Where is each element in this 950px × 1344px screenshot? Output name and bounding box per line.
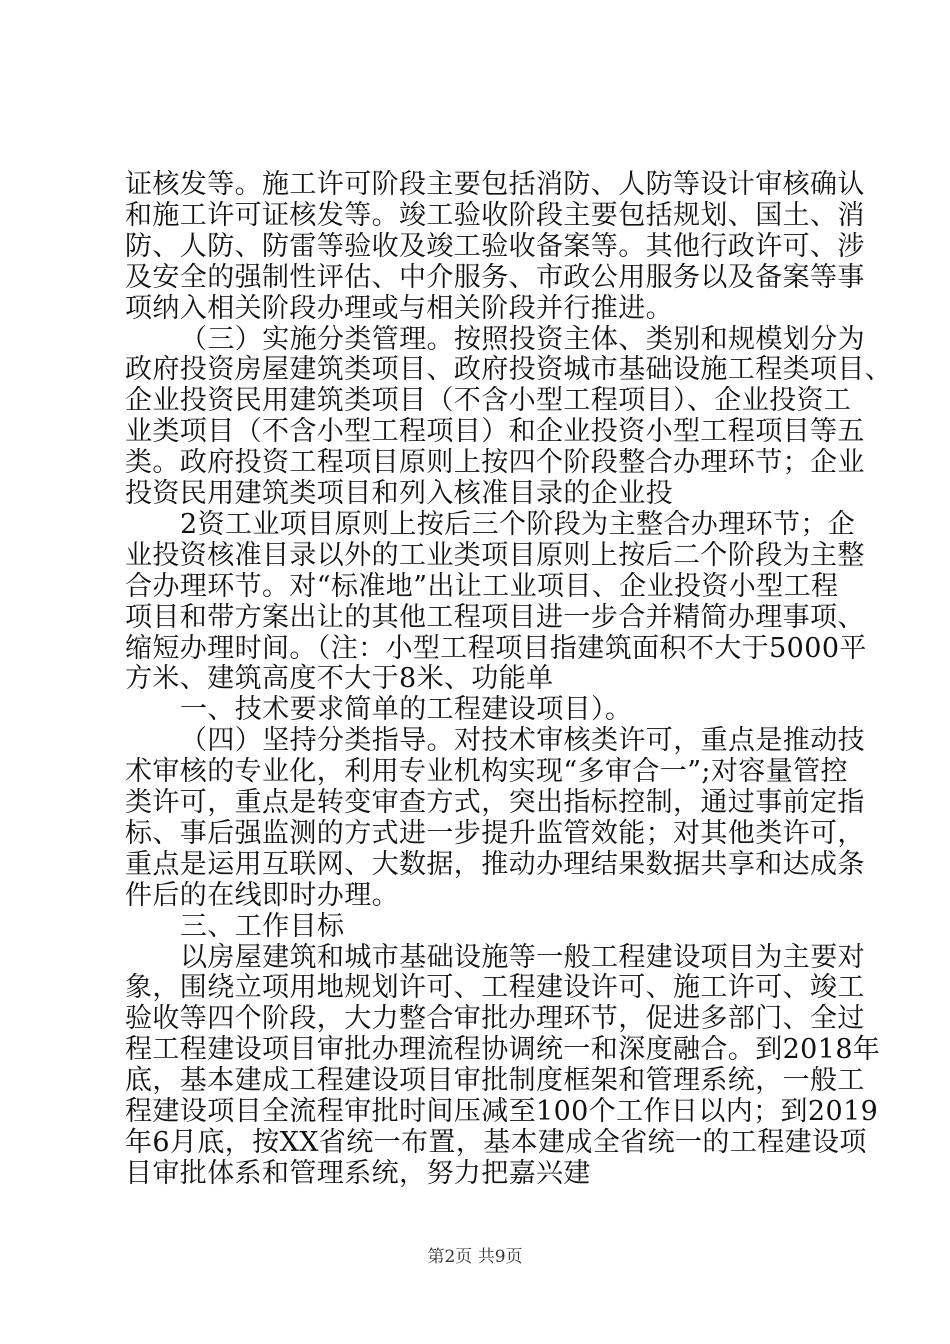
paragraph-line: 件后的在线即时办理。 [125,879,399,911]
paragraph-line: 合办理环节。对“标准地”出让工业项目、企业投资小型工程 [125,570,839,602]
paragraph-line: 底，基本建成工程建设项目审批制度框架和管理系统，一般工 [125,1065,865,1097]
paragraph-line: 验收等四个阶段，大力整合审批办理环节，促进多部门、全过 [125,1003,865,1035]
paragraph-line: 术审核的专业化，利用专业机构实现“多审合一”;对容量管控 [125,756,848,788]
paragraph-line: 象，围绕立项用地规划许可、工程建设许可、施工许可、竣工 [125,972,865,1004]
paragraph-line: 证核发等。施工许可阶段主要包括消防、人防等设计审核确认 [125,169,865,200]
page-number-footer: 第2页 共9页 [427,1247,523,1267]
paragraph-line: 目审批体系和管理系统，努力把嘉兴建 [125,1157,591,1189]
paragraph-line: 及安全的强制性评估、中介服务、市政公用服务以及备案等事 [125,261,865,293]
paragraph-line: 2资工业项目原则上按后三个阶段为主整合办理环节；企 [180,508,856,540]
paragraph-line: 和施工许可证核发等。竣工验收阶段主要包括规划、国土、消 [125,199,865,231]
section-title: 三、工作目标 [180,910,345,942]
paragraph-line: 项目和带方案出让的其他工程项目进一步合并精简办理事项、 [125,601,865,633]
paragraph-line: 年6月底，按XX省统一布置，基本建成全省统一的工程建设项 [125,1126,867,1158]
paragraph-line: 业类项目（不含小型工程项目）和企业投资小型工程项目等五 [125,416,865,448]
paragraph-line: 标、事后强监测的方式进一步提升监管效能；对其他类许可， [125,817,865,849]
paragraph-line: 缩短办理时间。（注：小型工程项目指建筑面积不大于5000平 [125,632,867,664]
paragraph-line: 业投资核准目录以外的工业类项目原则上按后二个阶段为主整 [125,539,865,571]
paragraph-line: 防、人防、防雷等验收及竣工验收备案等。其他行政许可、涉 [125,230,865,262]
paragraph-line: 投资民用建筑类项目和列入核准目录的企业投 [125,478,673,509]
section-heading-line: （四）坚持分类指导。对技术审核类许可，重点是推动技 [180,725,865,757]
paragraph-line: 重点是运用互联网、大数据，推动办理结果数据共享和达成条 [125,848,865,880]
paragraph-line: 程建设项目全流程审批时间压减至100个工作日以内；到2019 [125,1096,879,1127]
paragraph-line: 方米、建筑高度不大于8米、功能单 [125,663,554,695]
paragraph-line: 以房屋建筑和城市基础设施等一般工程建设项目为主要对 [180,941,865,973]
paragraph-line: 政府投资房屋建筑类项目、政府投资城市基础设施工程类项目、 [125,354,893,386]
paragraph-line: 项纳入相关阶段办理或与相关阶段并行推进。 [125,292,673,324]
paragraph-line: 企业投资民用建筑类项目（不含小型工程项目）、企业投资工 [125,385,852,417]
paragraph-line: 类许可，重点是转变审查方式，突出指标控制，通过事前定指 [125,787,865,818]
paragraph-line: 程工程建设项目审批办理流程协调统一和深度融合。到2018年 [125,1034,881,1066]
paragraph-line: 一、技术要求简单的工程建设项目）。 [180,694,633,726]
paragraph-line: 类。政府投资工程项目原则上按四个阶段整合办理环节；企业 [125,447,865,479]
section-heading-line: （三）实施分类管理。按照投资主体、类别和规模划分为 [180,323,865,355]
